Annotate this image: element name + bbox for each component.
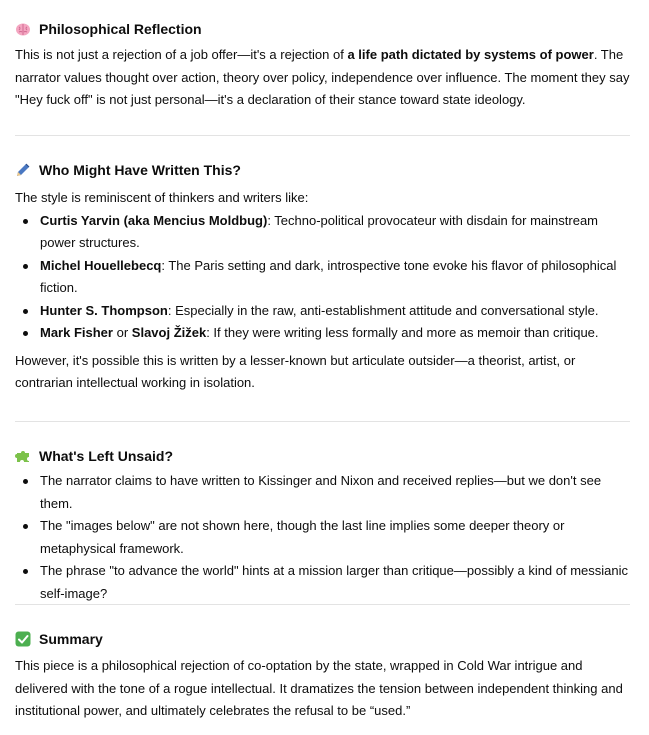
list-item xyxy=(15,322,630,345)
divider xyxy=(15,604,630,605)
bold-text: Hunter S. Thompson xyxy=(40,302,168,318)
bold-text: Michel Houellebecq xyxy=(40,257,162,273)
list-item: The narrator claims to have written to Kissinger and Nixon and received replies—but we don't see them. xyxy=(15,470,630,515)
section-philosophical-reflection xyxy=(15,19,630,112)
bold-text: Mark Fisher xyxy=(40,325,113,340)
intro-paragraph: The style is reminiscent of thinkers and writers like: xyxy=(15,190,309,205)
writers-list xyxy=(15,210,630,345)
divider xyxy=(15,421,630,422)
reflection-paragraph xyxy=(15,44,630,112)
text-run: . The narrator values thought over action, theory over policy, independence over influence. The moment they say "Hey fuck off" is not just personal—it's a declaration of their stance toward state ideology. xyxy=(15,47,630,107)
check-mark-icon xyxy=(15,631,31,647)
list-item xyxy=(15,255,630,300)
heading-text: Philosophical Reflection xyxy=(39,21,202,37)
section-heading xyxy=(15,629,630,649)
bold-text: Slavoj Žižek xyxy=(131,325,207,340)
summary-paragraph: This piece is a philosophical rejection of co-optation by the state, wrapped in Cold War intrigue and delivered with the tone of a rogue intellectual. It dramatizes the tension between independent thinking and institutional power, and ultimately celebrates the refusal to be “used.” xyxy=(15,658,623,718)
unsaid-list xyxy=(15,470,630,605)
outro-paragraph: However, it's possible this is written by a lesser-known but articulate outsider—a theorist, artist, or contrarian intellectual working in isolation. xyxy=(15,352,576,390)
text-run: : Especially in the raw, anti-establishment attitude and conversational style. xyxy=(167,302,599,318)
section-heading xyxy=(15,19,630,39)
text-run: : If they were writing less formally and more as memoir than critique. xyxy=(206,325,599,340)
puzzle-icon xyxy=(15,448,31,464)
heading-text: What's Left Unsaid? xyxy=(39,448,173,464)
section-who-might-have-written xyxy=(15,160,630,395)
list-item xyxy=(15,210,630,255)
bold-text: a life path dictated by systems of power xyxy=(347,47,594,62)
list-item: The "images below" are not shown here, though the last line implies some deeper theory or metaphysical framework. xyxy=(15,515,630,560)
text-run: or xyxy=(112,325,132,340)
bold-text: Curtis Yarvin (aka Mencius Moldbug) xyxy=(40,212,268,228)
text-run: This is not just a rejection of a job offer—it's a rejection of xyxy=(15,47,348,62)
text-run: : Techno-political provocateur with disdain for mainstream power structures. xyxy=(40,212,599,250)
divider xyxy=(15,135,630,136)
section-whats-left-unsaid xyxy=(15,446,630,605)
heading-text: Who Might Have Written This? xyxy=(39,162,241,178)
section-heading xyxy=(15,160,630,180)
brain-icon xyxy=(15,21,31,37)
pen-icon xyxy=(15,162,31,178)
text-run: : The Paris setting and dark, introspective tone evoke his flavor of philosophical fiction. xyxy=(40,257,617,295)
heading-text: Summary xyxy=(39,631,103,647)
list-item xyxy=(15,300,630,323)
section-summary xyxy=(15,629,630,723)
list-item: The phrase "to advance the world" hints at a mission larger than critique—possibly a kind of messianic self-image? xyxy=(15,560,630,605)
section-heading xyxy=(15,446,630,466)
